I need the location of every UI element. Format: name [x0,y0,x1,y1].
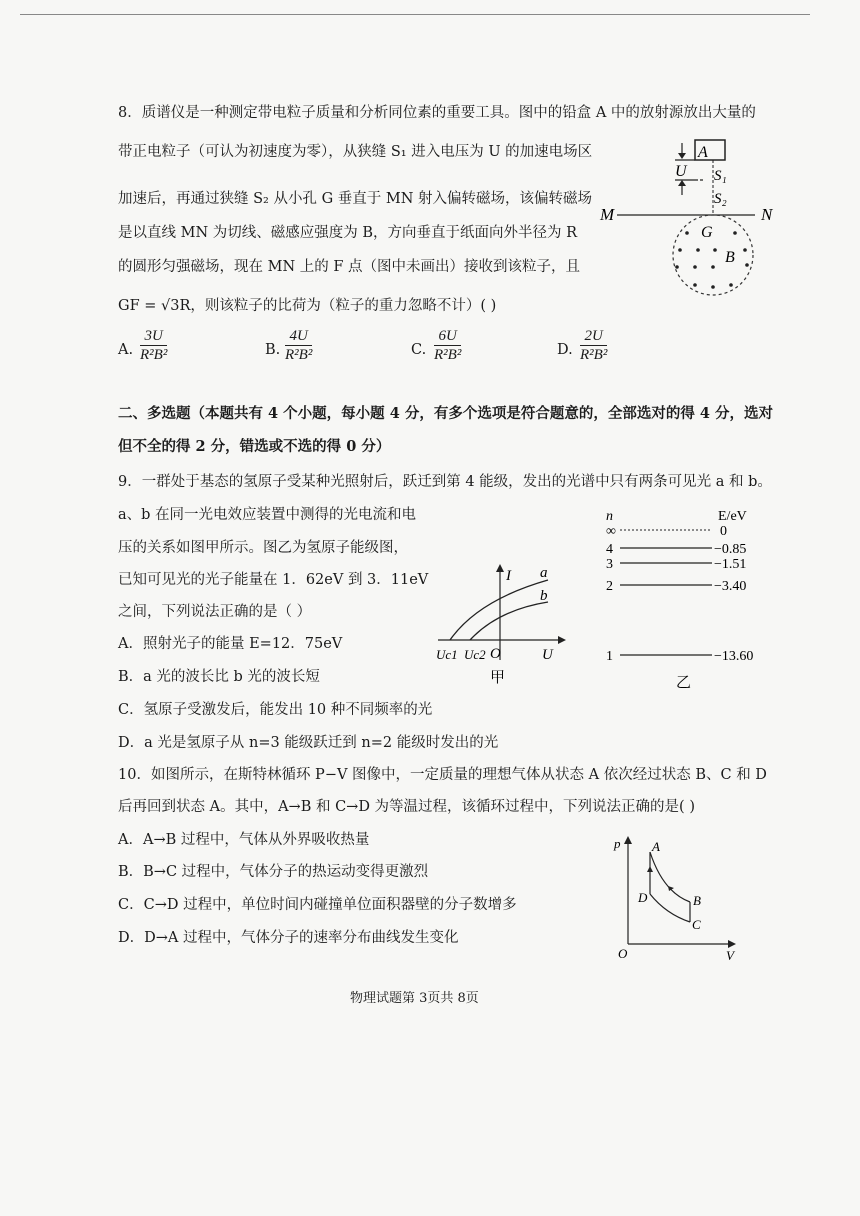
p-axis-arrow-icon [624,836,632,844]
path-ab [650,852,690,902]
label-s2: S₂ [714,191,727,207]
section2-title-line-2: 但不全的得 2 分，错选或不选的得 0 分） [118,438,391,455]
arrow-up-icon [678,180,686,186]
label-state-c: C [692,917,701,932]
q8-option-c-den: R²B² [434,347,462,363]
label-b: b [540,588,548,604]
q9-line-2: a、b 在同一光电效应装置中测得的光电流和电 [118,507,417,523]
q8-option-b-letter: B. [265,342,281,358]
label-v: V [726,948,734,962]
q8-option-d-letter: D. [557,342,573,358]
q8-option-a-letter: A. [118,342,134,358]
i-axis-arrow-icon [496,564,504,572]
q10-option-c: C．C→D 过程中，单位时间内碰撞单位面积器壁的分子数增多 [118,897,517,913]
q10-option-a: A．A→B 过程中，气体从外界吸收热量 [118,832,370,848]
q8-line-6: GF = √3R，则该粒子的比荷为（粒子的重力忽略不计）( ) [118,298,497,314]
label-uc1: Uc1 [436,647,458,662]
q8-line-3: 加速后，再通过狭缝 S₂ 从小孔 G 垂直于 MN 射入偏转磁场，该偏转磁场 [118,191,593,207]
q10-line-1: 10．如图所示，在斯特林循环 P−V 图像中，一定质量的理想气体从状态 A 依次经过状态 B、C 和 D [118,767,767,783]
q9-option-d: D．a 光是氢原子从 n=3 能级跃迁到 n=2 能级时发出的光 [118,735,499,751]
v-axis-arrow-icon [728,940,736,948]
section2-title-line-1: 二、多选题（本题共有 4 个小题，每小题 4 分，有多个选项是符合题意的，全部选对的得 4 分，选对 [118,405,774,422]
q9-option-c: C．氢原子受激发后，能发出 10 种不同频率的光 [118,702,433,718]
label-o: O [490,646,501,662]
curve-a [450,580,548,640]
q9-option-a: A．照射光子的能量 E=12．75eV [118,636,343,652]
q9-option-b: B．a 光的波长比 b 光的波长短 [118,669,320,685]
caption-yi: 乙 [676,675,692,691]
q10-line-2: 后再回到状态 A。其中，A→B 和 C→D 为等温过程，该循环过程中，下列说法正确的是( ) [118,799,695,815]
label-g: G [701,224,713,241]
q9-line-4: 已知可见光的光子能量在 1．62eV 到 3．11eV [118,572,429,588]
level-4-n: 4 [606,542,613,557]
label-u: U [542,647,553,663]
q8-option-a-den: R²B² [140,347,168,363]
q8-mass-spectrometer-figure [595,135,795,305]
label-s1: S₁ [714,168,727,184]
q8-option-d-den: R²B² [580,347,608,363]
page-footer-text: 物理试题第 3页共 8页 [350,991,479,1006]
q8-line-2: 带正电粒子（可认为初速度为零），从狭缝 S₁ 进入电压为 U 的加速电场区 [118,144,593,160]
q9-figure-jia [428,560,578,690]
q8-line-1: 8．质谱仪是一种测定带电粒子质量和分析同位素的重要工具。图中的铅盒 A 中的放射源放出大量的 [118,105,756,121]
arrow-da-icon [647,866,653,872]
q8-option-c-fraction [434,327,461,364]
level-2-e: −3.40 [714,579,747,594]
label-n: N [761,205,773,224]
q9-figure-yi [600,505,780,695]
label-state-b: B [693,893,701,908]
caption-jia: 甲 [490,670,506,686]
path-cd [650,894,690,922]
q8-option-d-fraction [580,327,607,364]
label-a: A [698,144,708,161]
q8-option-c-num: 6U [434,327,461,346]
q10-option-b: B．B→C 过程中，气体分子的热运动变得更激烈 [118,864,429,880]
magnetic-field-circle [673,215,753,295]
u-axis-arrow-icon [558,636,566,644]
level-inf-e: 0 [720,524,727,539]
curve-b [470,602,548,640]
level-4-e: −0.85 [714,542,747,557]
level-1-n: 1 [606,649,613,664]
q9-line-3: 压的关系如图甲所示。图乙为氢原子能级图， [118,540,408,556]
label-p: p [614,836,621,851]
q10-pv-diagram [608,832,748,962]
q9-line-5: 之间，下列说法正确的是（ ） [118,604,312,620]
label-u: U [675,163,687,180]
q8-option-b-num: 4U [285,327,312,346]
label-uc2: Uc2 [464,647,486,662]
label-a: a [540,565,548,581]
level-2-n: 2 [606,579,613,594]
label-n: n [606,509,613,524]
label-i: I [506,568,511,584]
label-state-d: D [638,890,648,905]
q8-option-d-num: 2U [580,327,607,346]
q8-option-a-num: 3U [140,327,167,346]
q10-option-d: D．D→A 过程中，气体分子的速率分布曲线发生变化 [118,930,459,946]
q8-option-a-fraction [140,327,167,364]
level-3-e: −1.51 [714,557,747,572]
top-rule [20,14,810,15]
arrow-down-icon [678,153,686,159]
q8-line-4: 是以直线 MN 为切线、磁感应强度为 B，方向垂直于纸面向外半径为 R [118,225,578,241]
page-footer [350,987,479,1006]
label-o: O [618,946,628,961]
label-state-a: A [652,839,660,854]
q8-option-b-den: R²B² [285,347,313,363]
level-3-n: 3 [606,557,613,572]
label-b: B [725,249,735,266]
level-inf-n: ∞ [606,524,616,539]
q8-option-b-fraction [285,327,312,364]
q8-option-c-letter: C. [411,342,427,358]
q8-line-5: 的圆形匀强磁场，现在 MN 上的 F 点（图中未画出）接收到该粒子，且 [118,259,581,275]
label-e-ev: E/eV [718,509,747,524]
q9-line-1: 9．一群处于基态的氢原子受某种光照射后，跃迁到第 4 能级，发出的光谱中只有两条可见光 a 和 b。 [118,474,772,490]
level-1-e: −13.60 [714,649,754,664]
label-m: M [600,205,615,224]
